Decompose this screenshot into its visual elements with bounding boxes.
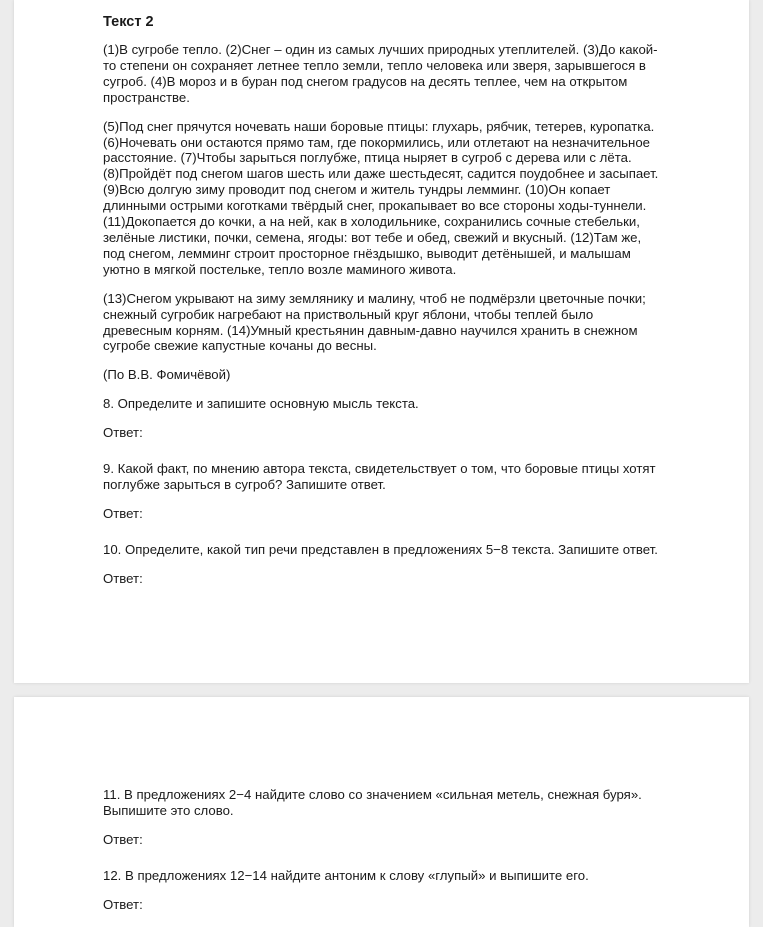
question-12: 12. В предложениях 12−14 найдите антоним к слову «глупый» и выпишите его.	[103, 867, 589, 883]
document-page-2	[14, 697, 749, 927]
question-8: 8. Определите и запишите основную мысль текста.	[103, 396, 419, 412]
answer-label-12: Ответ:	[103, 896, 143, 912]
question-9: 9. Какой факт, по мнению автора текста, свидетельствует о том, что боровые птицы хотят поглубже зарыться в сугроб? Запишите ответ.	[103, 461, 656, 492]
paragraph-3: (13)Снегом укрывают на зиму землянику и малину, чтоб не подмёрзли цветочные почки; снежный сугробик нагребают на приствольный круг яблони, чтобы теплей было древесным корням. (14)Умный крестьянин давным-давно научился хранить в снежном сугробе свежие капустные кочаны до весны.	[103, 290, 646, 354]
author-credit: (По В.В. Фомичёвой)	[103, 367, 231, 383]
answer-label-8: Ответ:	[103, 425, 143, 441]
answer-label-11: Ответ:	[103, 831, 143, 847]
paragraph-2: (5)Под снег прячутся ночевать наши боровые птицы: глухарь, рябчик, тетерев, куропатка. (6)Ночевать они остаются прямо там, где покормились, или отлетают на незначительное расстояние. (7)Чтобы зарыться поглубже, птица ныряет в сугроб с дерева или с лёта. (8)Пройдёт под снегом шагов шесть или даже шестьдесят, садится поудобнее и засыпает. (9)Всю долгую зиму проводит под снегом и житель тундры лемминг. (10)Он копает длинными острыми коготками твёрдый снег, прокапывает во все стороны ходы-туннели. (11)Докопается до кочки, а на ней, как в холодильнике, сохранились сочные стебельки, зелёные листики, почки, семена, ягоды: вот тебе и обед, свежий и вкусный. (12)Там же, под снегом, лемминг строит просторное гнёздышко, выводит детёнышей, и малышам уютно в мягкой постельке, тепло возле маминого живота.	[103, 118, 659, 277]
answer-label-9: Ответ:	[103, 505, 143, 521]
paragraph-1: (1)В сугробе тепло. (2)Снег – один из самых лучших природных утеплителей. (3)До какой-то степени он сохраняет летнее тепло земли, тепло человека или зверя, зарывшегося в сугроб. (4)В мороз и в буран под снегом градусов на десять теплее, чем на открытом пространстве.	[103, 42, 658, 105]
question-11: 11. В предложениях 2−4 найдите слово со значением «сильная метель, снежная буря». Выпишите это слово.	[103, 787, 642, 818]
question-10: 10. Определите, какой тип речи представлен в предложениях 5−8 текста. Запишите ответ.	[103, 541, 658, 557]
document-page-1	[14, 0, 749, 683]
text-title: Текст 2	[103, 14, 154, 30]
answer-label-10: Ответ:	[103, 570, 143, 586]
